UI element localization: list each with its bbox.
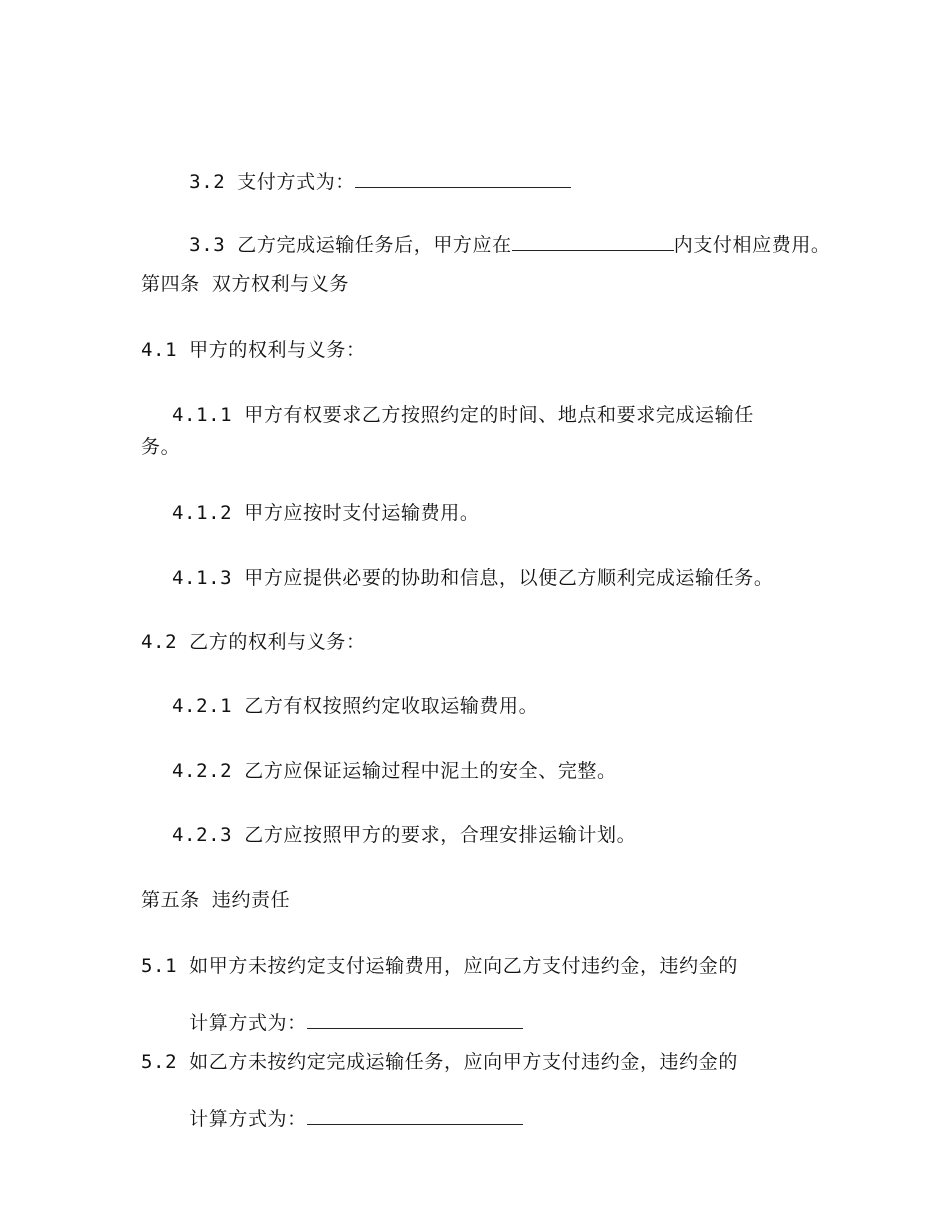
clause-3-3-prefix: 3.3 乙方完成运输任务后，甲方应在 [189, 234, 512, 256]
clause-4-2-1: 4.2.1 乙方有权按照约定收取运输费用。 [172, 695, 539, 717]
clause-4-1-1-line2: 务。 [141, 436, 181, 458]
clause-4-1-1-line1: 4.1.1 甲方有权要求乙方按照约定的时间、地点和要求完成运输任 [172, 404, 754, 426]
party-b-penalty-calc-blank[interactable] [307, 1106, 523, 1125]
article-5-title: 第五条 违约责任 [141, 889, 291, 911]
clause-5-2-line2 [141, 1082, 523, 1155]
clause-4-1-2: 4.1.2 甲方应按时支付运输费用。 [172, 502, 480, 524]
payment-method-blank[interactable] [355, 169, 571, 188]
clause-5-2-line1: 5.2 如乙方未按约定完成运输任务，应向甲方支付违约金，违约金的 [141, 1051, 738, 1073]
clause-5-1-line1: 5.1 如甲方未按约定支付运输费用，应向乙方支付违约金，违约金的 [141, 955, 738, 977]
party-a-penalty-calc-blank[interactable] [307, 1010, 523, 1029]
clause-5-1-line2-text: 计算方式为： [189, 1012, 307, 1034]
clause-5-1-line2 [141, 986, 523, 1059]
payment-period-blank[interactable] [512, 232, 674, 251]
article-4-title: 第四条 双方权利与义务 [141, 273, 350, 295]
clause-5-2-line2-text: 计算方式为： [189, 1108, 307, 1130]
clause-4-1: 4.1 甲方的权利与义务： [141, 339, 366, 361]
clause-4-2-3: 4.2.3 乙方应按照甲方的要求，合理安排运输计划。 [172, 824, 637, 846]
clause-3-2-text: 3.2 支付方式为： [189, 171, 355, 193]
clause-4-2: 4.2 乙方的权利与义务： [141, 631, 366, 653]
clause-4-2-2: 4.2.2 乙方应保证运输过程中泥土的安全、完整。 [172, 760, 617, 782]
clause-4-1-3: 4.1.3 甲方应提供必要的协助和信息，以便乙方顺利完成运输任务。 [172, 567, 774, 589]
clause-3-3 [141, 208, 831, 281]
clause-3-3-suffix: 内支付相应费用。 [673, 234, 831, 256]
